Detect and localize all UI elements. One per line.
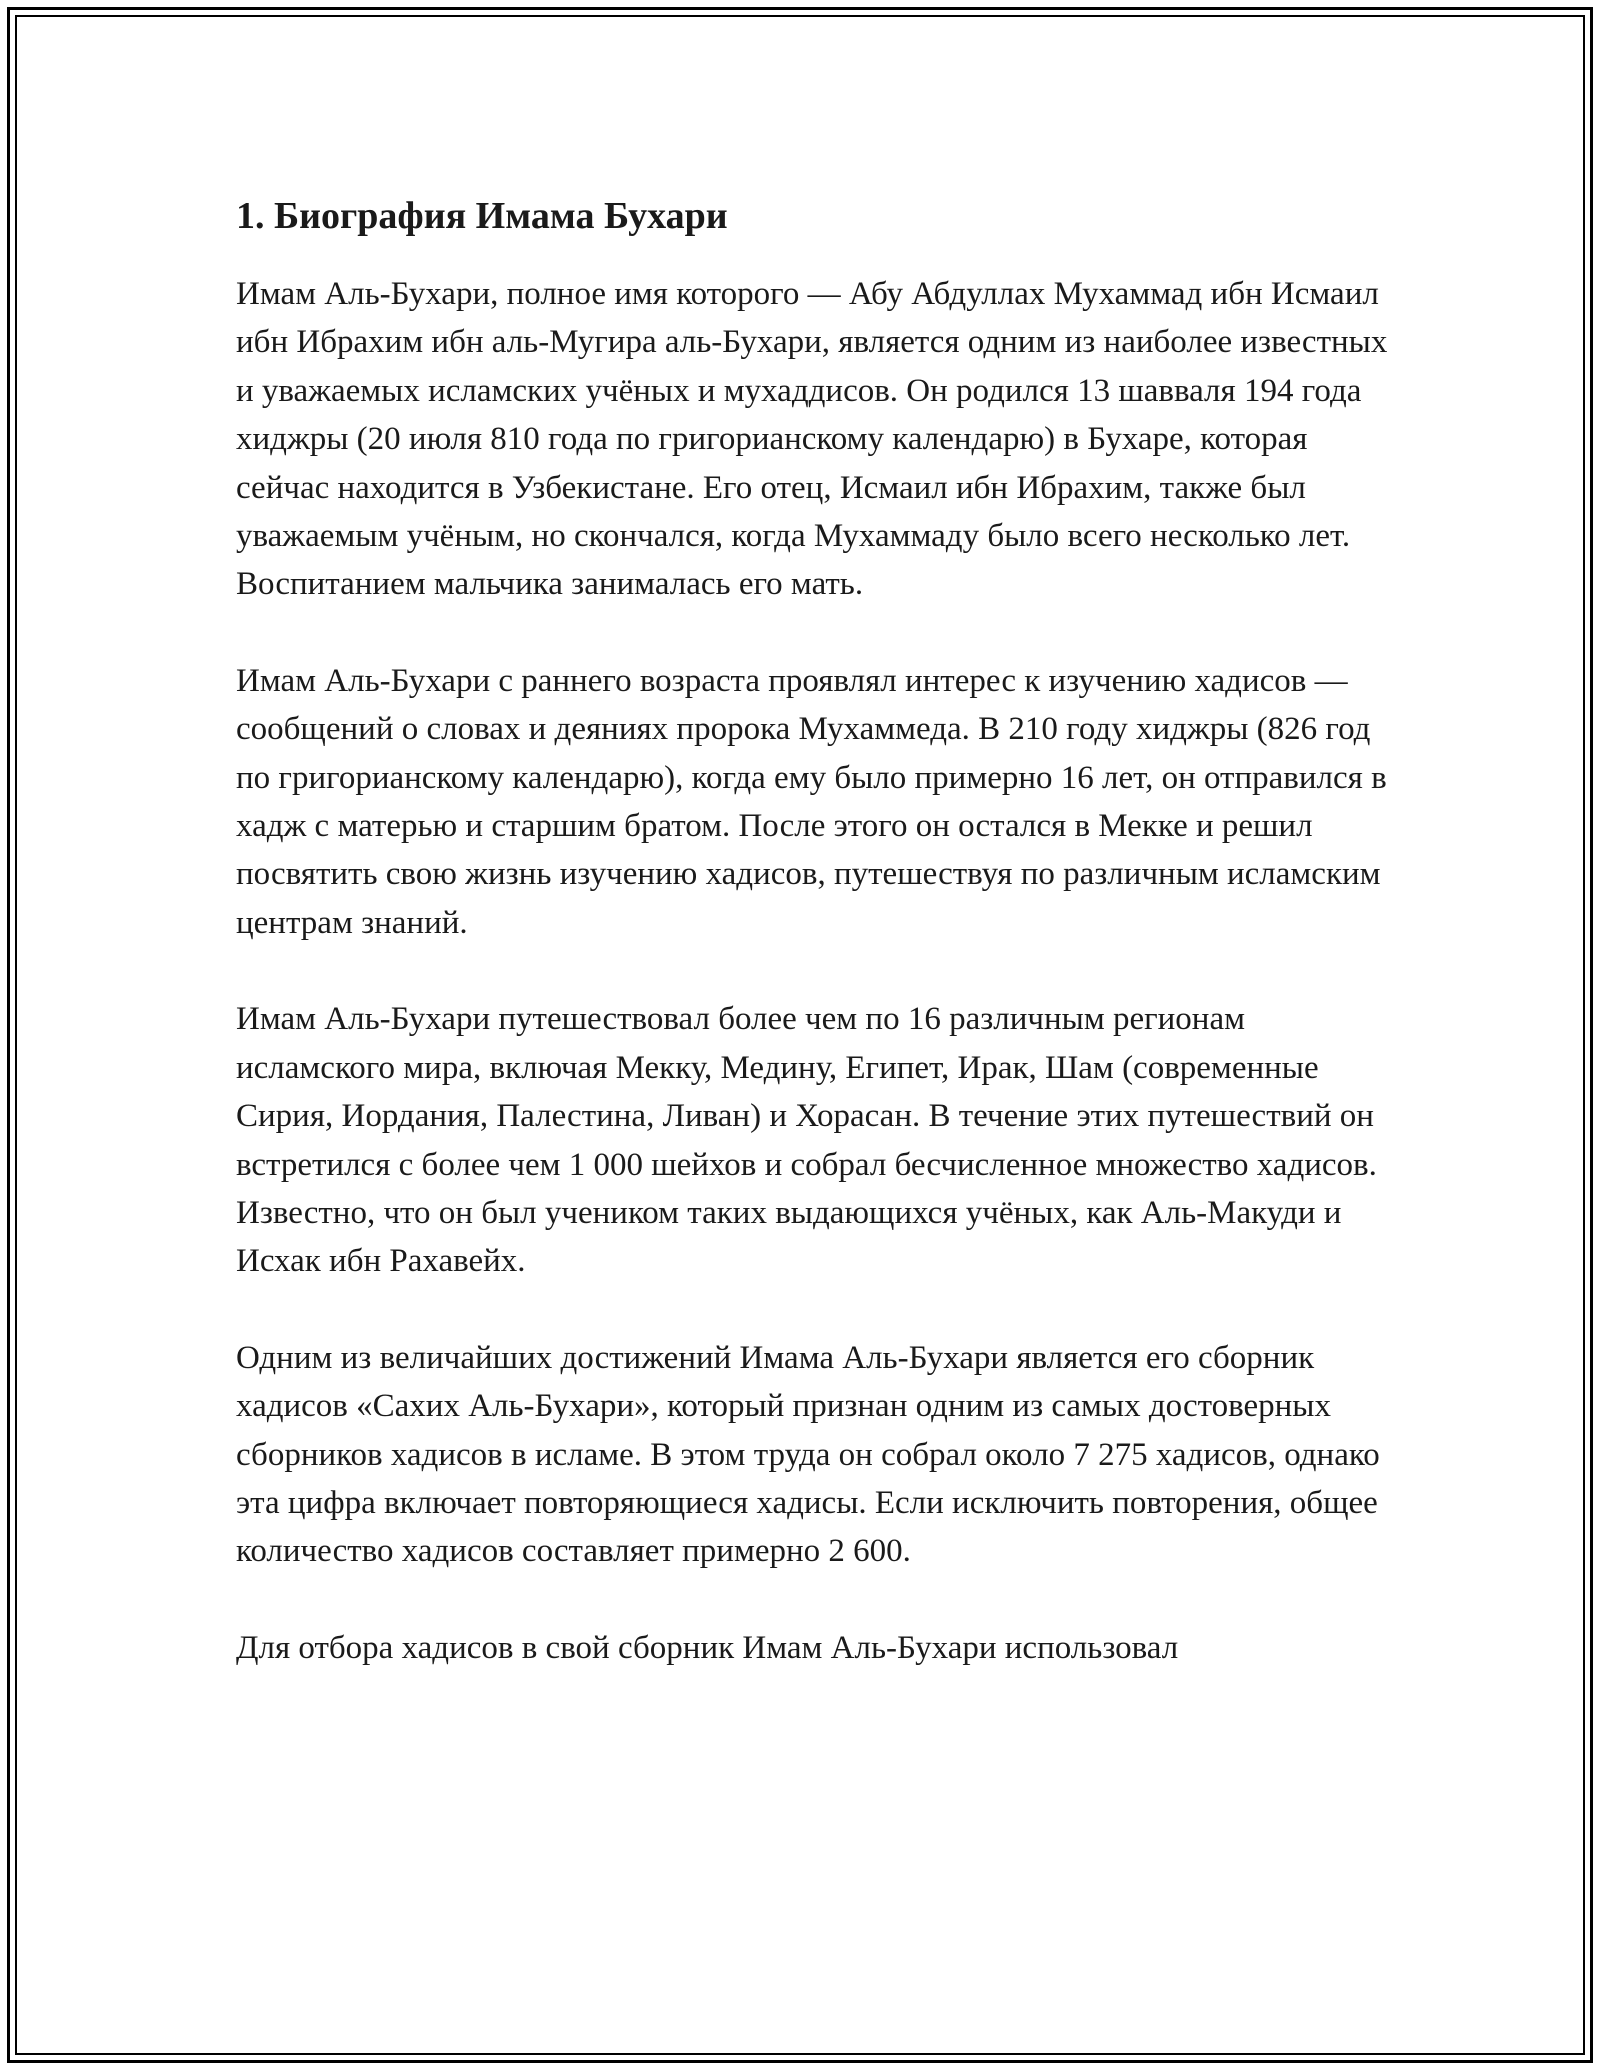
paragraph-2: Имам Аль-Бухари с раннего возраста проявлял интерес к изучению хадисов — сообщений о словах и деяниях пророка Мухаммеда. В 210 году хиджры (826 год по григорианскому календарю), когда ему было примерно 16 лет, он отправился в хадж с матерью и старшим братом. После этого он остался в Мекке и решил посвятить свою жизнь изучению хадисов, путешествуя по различным исламским центрам знаний. (236, 662, 1387, 941)
section-heading: 1. Биография Имама Бухари (236, 195, 728, 237)
paragraph-3: Имам Аль-Бухари путешествовал более чем по 16 различным регионам исламского мира, включая Мекку, Медину, Египет, Ирак, Шам (современные Сирия, Иордания, Палестина, Ливан) и Хорасан. В течение этих путешествий он встретился с более чем 1 000 шейхов и собрал бесчисленное множество хадисов. Известно, что он был учеником таких выдающихся учёных, как Аль-Макуди и Исхак ибн Рахавейх. (236, 1001, 1377, 1280)
paragraph-1: Имам Аль-Бухари, полное имя которого — Абу Абдуллах Мухаммад ибн Исмаил ибн Ибрахим ибн аль-Мугира аль-Бухари, является одним из наиболее известных и уважаемых исламских учёных и мухаддисов. Он родился 13 шавваля 194 года хиджры (20 июля 810 года по григорианскому календарю) в Бухаре, которая сейчас находится в Узбекистане. Его отец, Исмаил ибн Ибрахим, также был уважаемым учёным, но скончался, когда Мухаммаду было всего несколько лет. Воспитанием мальчика занималась его мать. (236, 276, 1388, 603)
document-body (236, 188, 1396, 1672)
paragraph-5: Для отбора хадисов в свой сборник Имам Аль-Бухари использовал (236, 1629, 1179, 1666)
paragraph-4: Одним из величайших достижений Имама Аль-Бухари является его сборник хадисов «Сахих Аль-Бухари», который признан одним из самых достоверных сборников хадисов в исламе. В этом труда он собрал около 7 275 хадисов, однако эта цифра включает повторяющиеся хадисы. Если исключить повторения, общее количество хадисов составляет примерно 2 600. (236, 1339, 1380, 1570)
